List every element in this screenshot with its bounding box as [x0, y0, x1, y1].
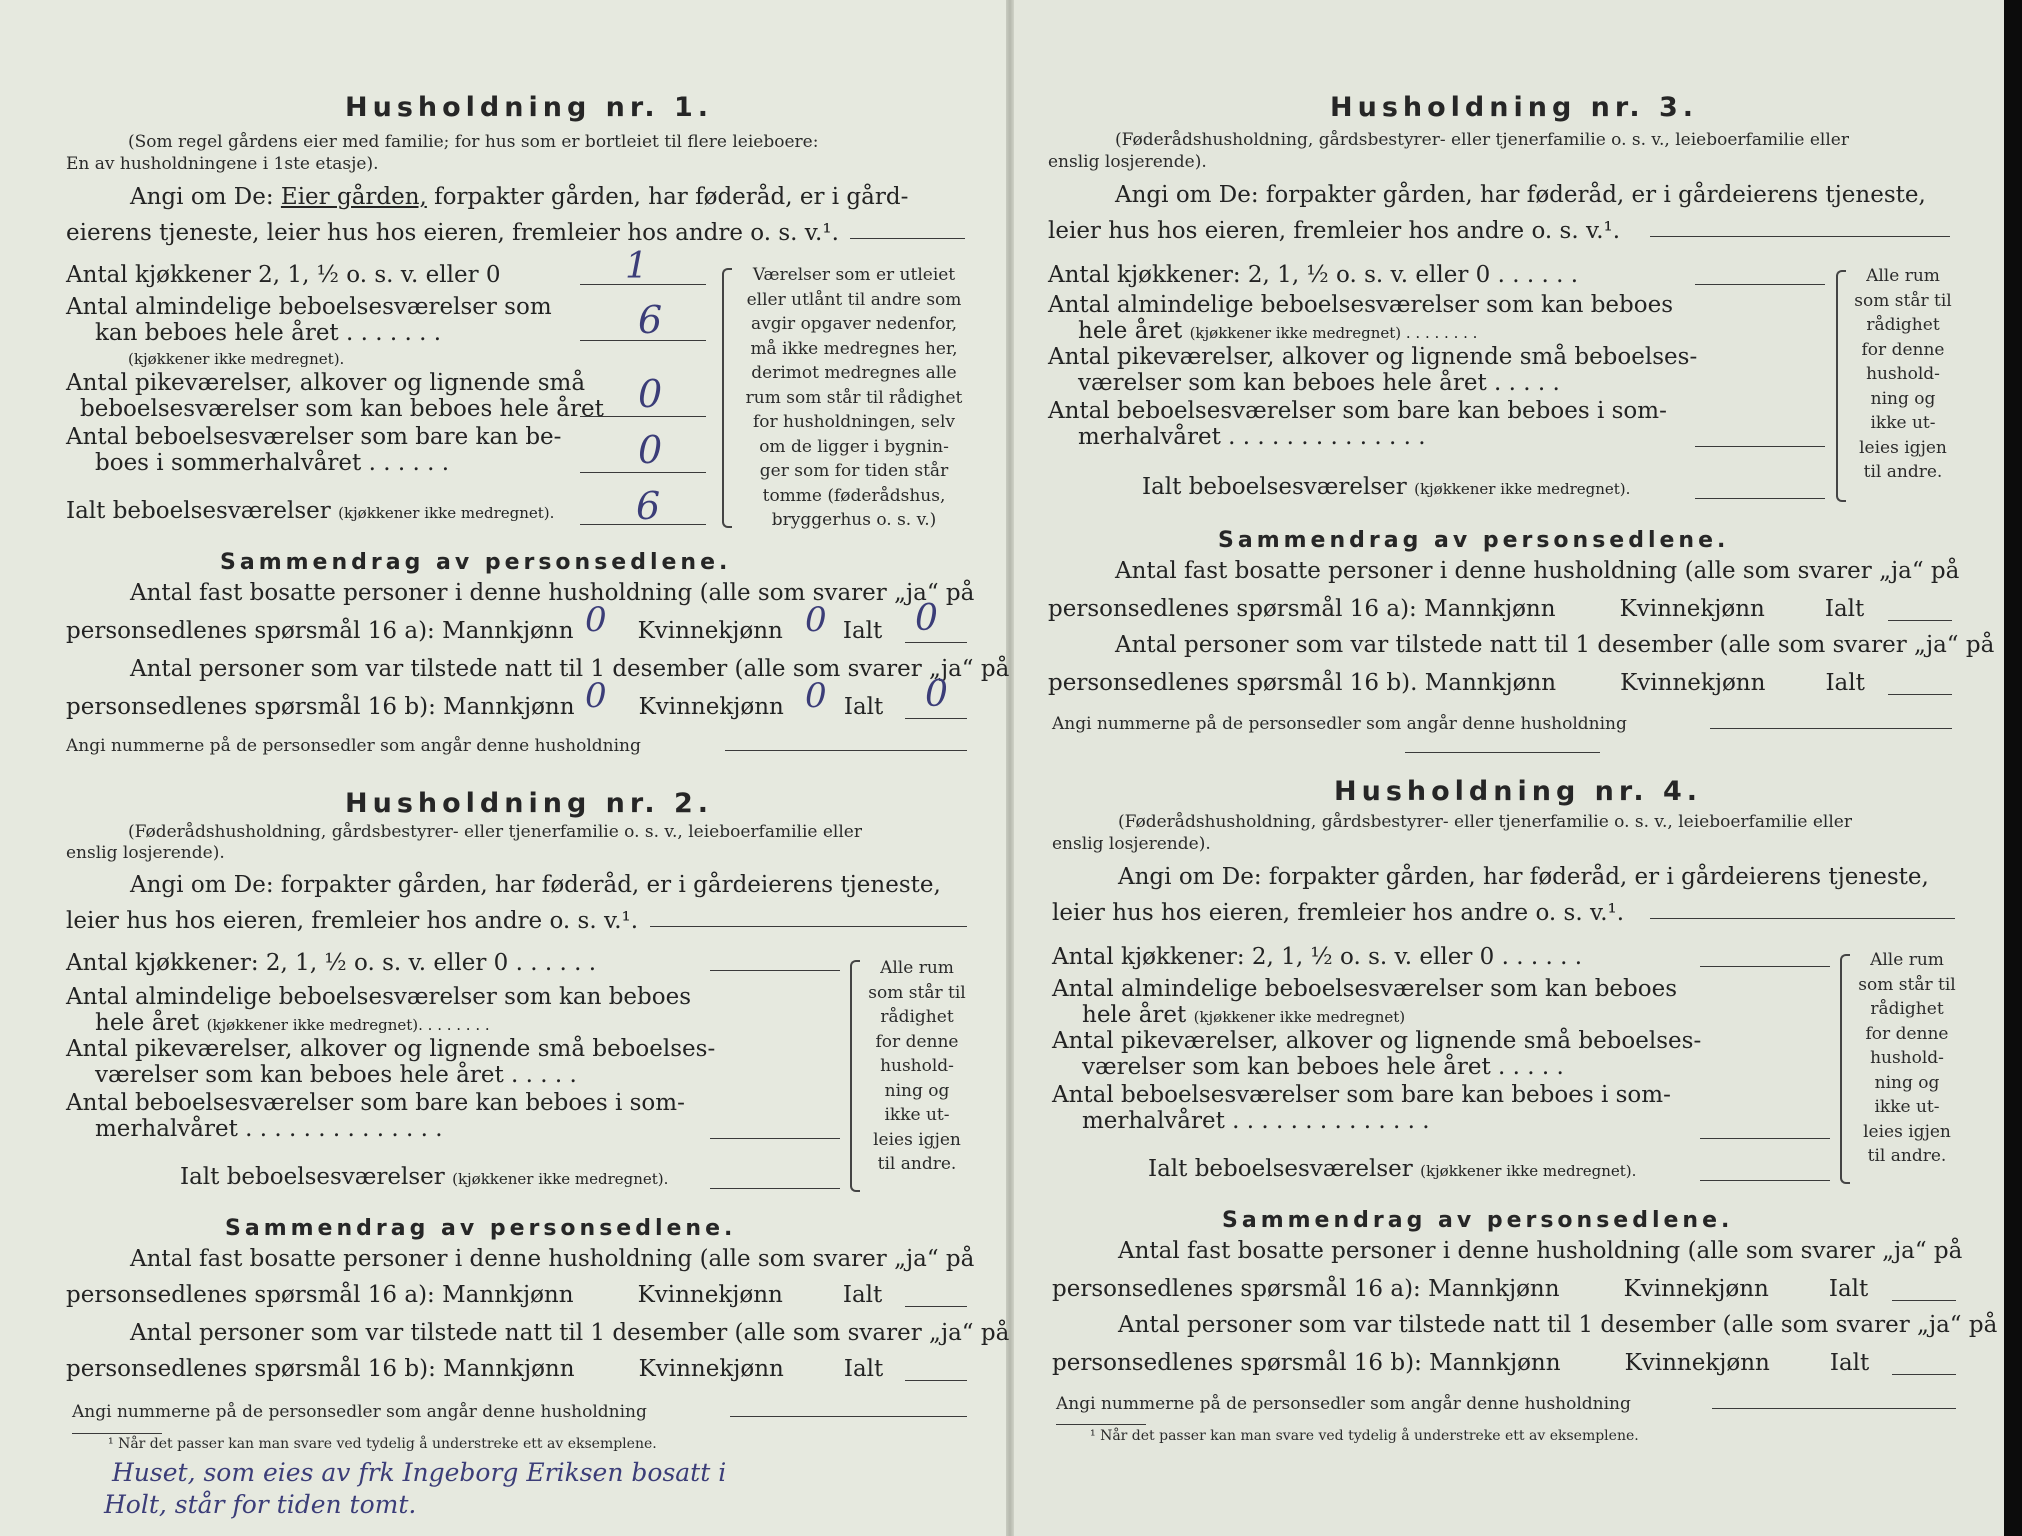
h1-rule-sommer — [580, 472, 706, 473]
h1-angi-rule — [850, 238, 965, 239]
h1-row-kjokken: Antal kjøkkener 2, 1, ½ o. s. v. eller 0 — [66, 262, 501, 288]
h1-hw-alm: 6 — [638, 298, 663, 342]
page-gutter — [1006, 0, 1014, 1536]
h4-rule-sommer — [1700, 1138, 1830, 1139]
h2-row-kjokken: Antal kjøkkener: 2, 1, ½ o. s. v. eller 0 . . . . . . — [66, 950, 597, 976]
h2-sammendrag-title: Sammendrag av personsedlene. — [225, 1216, 737, 1241]
h2-row-pike-a: Antal pikeværelser, alkover og lignende små beboelses- — [66, 1036, 716, 1062]
h3-angi-line2: leier hus hos eieren, fremleier hos andre o. s. v.¹. — [1048, 218, 1621, 244]
h1-hw-16a-ialt: 0 — [915, 598, 938, 639]
h3-s2-ialt-rule — [1888, 620, 1952, 621]
h1-nummerne-rule — [725, 750, 967, 751]
h4-s2-ialt-rule — [1892, 1300, 1956, 1301]
h1-title: Husholdning nr. 1. — [345, 92, 714, 123]
h1-hw-16b-mann: 0 — [585, 676, 607, 716]
h1-s4: personsedlenes spørsmål 16 b): Mannkjønn Kvinnekjønn Ialt — [66, 694, 884, 720]
h4-row-sommer-b: merhalvåret . . . . . . . . . . . . . . — [1082, 1108, 1430, 1134]
h1-row-alm-a: Antal almindelige beboelsesværelser som — [66, 294, 552, 320]
h1-row-sommer-a: Antal beboelsesværelser som bare kan be- — [66, 424, 562, 450]
h3-brace — [1836, 270, 1846, 502]
handwritten-note-line1: Huset, som eies av frk Ingeborg Eriksen bosatt i — [112, 1458, 727, 1487]
h1-angi-line1: Angi om De: Eier gården, forpakter gården, har føderåd, er i gård- — [130, 184, 909, 210]
h1-hw-pike: 0 — [638, 372, 663, 416]
h4-s3: Antal personer som var tilstede natt til 1 desember (alle som svarer „ja“ på — [1118, 1312, 1998, 1338]
h2-brace — [850, 960, 860, 1192]
h2-s4-ialt-rule — [905, 1380, 967, 1381]
h3-angi-line1: Angi om De: forpakter gården, har føderåd, er i gårdeierens tjeneste, — [1115, 182, 1926, 208]
h3-side-note: Alle rum som står til rådighet for denne hushold- ning og ikke ut- leies igjen til andre. — [1854, 266, 1952, 482]
h4-nummerne-rule — [1712, 1408, 1956, 1409]
h2-row-pike-b: værelser som kan beboes hele året . . . . . — [95, 1062, 577, 1088]
h2-nummerne-rule — [730, 1416, 967, 1417]
h1-nummerne: Angi nummerne på de personsedler som angår denne husholdning — [66, 736, 641, 756]
h2-angi-rule — [650, 926, 967, 927]
left-footnote-rule — [72, 1433, 162, 1434]
h1-hw-ialt: 6 — [636, 484, 661, 528]
h3-row-alm-b: hele året (kjøkkener ikke medregnet) . . . . . . . . — [1078, 318, 1478, 344]
h1-row-pike-b: beboelsesværelser som kan beboes hele året — [80, 396, 604, 422]
h3-s4-ialt-rule — [1888, 694, 1952, 695]
h3-s3: Antal personer som var tilstede natt til 1 desember (alle som svarer „ja“ på — [1115, 632, 1995, 658]
h2-row-sommer-a: Antal beboelsesværelser som bare kan beboes i som- — [66, 1090, 685, 1116]
h4-s4-ialt-rule — [1892, 1374, 1956, 1375]
h1-angi-line2: eierens tjeneste, leier hus hos eieren, fremleier hos andre o. s. v.¹. — [66, 220, 839, 246]
handwritten-note-line2: Holt, står for tiden tomt. — [104, 1490, 417, 1519]
h4-s2: personsedlenes spørsmål 16 a): Mannkjønn Kvinnekjønn Ialt — [1052, 1276, 1869, 1302]
h3-rule-ialt — [1695, 498, 1825, 499]
h4-row-kjokken: Antal kjøkkener: 2, 1, ½ o. s. v. eller 0 . . . . . . — [1052, 944, 1583, 970]
h1-note-line2: En av husholdningene i 1ste etasje). — [66, 154, 379, 174]
h2-note-line1: (Føderådshusholdning, gårdsbestyrer- eller tjenerfamilie o. s. v., leieboerfamilie eller — [128, 822, 862, 842]
h2-rule-ialt — [710, 1188, 840, 1189]
h2-s4: personsedlenes spørsmål 16 b): Mannkjønn Kvinnekjønn Ialt — [66, 1356, 884, 1382]
h1-brace — [722, 268, 732, 528]
h1-s4-ialt-rule — [905, 718, 967, 719]
scan-edge — [2004, 0, 2022, 1536]
h3-row-kjokken: Antal kjøkkener: 2, 1, ½ o. s. v. eller 0 . . . . . . — [1048, 262, 1579, 288]
h4-row-pike-b: værelser som kan beboes hele året . . . . . — [1082, 1054, 1564, 1080]
h2-rule-kjokken — [710, 970, 840, 971]
h2-rule-sommer — [710, 1138, 840, 1139]
h3-rule-sommer — [1695, 446, 1825, 447]
right-footnote-rule — [1056, 1424, 1146, 1425]
h1-row-alm-c: (kjøkkener ikke medregnet). — [128, 350, 345, 368]
h4-rule-kjokken — [1700, 966, 1830, 967]
h1-s1: Antal fast bosatte personer i denne husholdning (alle som svarer „ja“ på — [130, 580, 975, 606]
h1-s3: Antal personer som var tilstede natt til 1 desember (alle som svarer „ja“ på — [130, 656, 1010, 682]
h1-hw-16a-mann: 0 — [585, 600, 607, 640]
h4-rule-ialt — [1700, 1180, 1830, 1181]
h3-rule-kjokken — [1695, 284, 1825, 285]
h3-title: Husholdning nr. 3. — [1330, 92, 1699, 123]
h4-side-note: Alle rum som står til rådighet for denne hushold- ning og ikke ut- leies igjen til andre. — [1858, 950, 1956, 1166]
h1-row-pike-a: Antal pikeværelser, alkover og lignende små — [66, 370, 586, 396]
h2-s1: Antal fast bosatte personer i denne husholdning (alle som svarer „ja“ på — [130, 1246, 975, 1272]
h1-hw-16b-kvinne: 0 — [805, 676, 827, 716]
h1-s2-ialt-rule — [905, 642, 967, 643]
h3-row-sommer-a: Antal beboelsesværelser som bare kan beboes i som- — [1048, 398, 1667, 424]
h4-note-line2: enslig losjerende). — [1052, 834, 1211, 854]
h3-note-line2: enslig losjerende). — [1048, 152, 1207, 172]
h4-sammendrag-title: Sammendrag av personsedlene. — [1222, 1208, 1734, 1233]
h2-nummerne: Angi nummerne på de personsedler som angår denne husholdning — [72, 1402, 647, 1422]
h1-hw-16b-ialt: 0 — [925, 674, 948, 715]
h4-nummerne: Angi nummerne på de personsedler som angår denne husholdning — [1056, 1394, 1631, 1414]
h3-note-line1: (Føderådshusholdning, gårdsbestyrer- eller tjenerfamilie o. s. v., leieboerfamilie eller — [1115, 130, 1849, 150]
h4-row-pike-a: Antal pikeværelser, alkover og lignende små beboelses- — [1052, 1028, 1702, 1054]
h2-side-note: Alle rum som står til rådighet for denne hushold- ning og ikke ut- leies igjen til andre. — [868, 958, 966, 1174]
h3-row-pike-b: værelser som kan beboes hele året . . . . . — [1078, 370, 1560, 396]
h4-row-alm-b: hele året (kjøkkener ikke medregnet) — [1082, 1002, 1406, 1028]
section-divider — [1405, 752, 1600, 753]
h2-angi-line1: Angi om De: forpakter gården, har føderåd, er i gårdeierens tjeneste, — [130, 872, 941, 898]
h4-title: Husholdning nr. 4. — [1334, 776, 1703, 807]
h4-s4: personsedlenes spørsmål 16 b): Mannkjønn Kvinnekjønn Ialt — [1052, 1350, 1870, 1376]
h4-brace — [1840, 954, 1850, 1184]
h3-s2: personsedlenes spørsmål 16 a): Mannkjønn Kvinnekjønn Ialt — [1048, 596, 1865, 622]
h3-s1: Antal fast bosatte personer i denne husholdning (alle som svarer „ja“ på — [1115, 558, 1960, 584]
h2-row-ialt: Ialt beboelsesværelser (kjøkkener ikke medregnet). — [180, 1164, 669, 1190]
h1-hw-16a-kvinne: 0 — [805, 600, 827, 640]
h2-s2: personsedlenes spørsmål 16 a): Mannkjønn Kvinnekjønn Ialt — [66, 1282, 883, 1308]
h1-row-ialt: Ialt beboelsesværelser (kjøkkener ikke medregnet). — [66, 498, 555, 524]
h4-s1: Antal fast bosatte personer i denne husholdning (alle som svarer „ja“ på — [1118, 1238, 1963, 1264]
h3-nummerne-rule — [1710, 728, 1952, 729]
h3-row-ialt: Ialt beboelsesværelser (kjøkkener ikke medregnet). — [1142, 474, 1631, 500]
h2-s3: Antal personer som var tilstede natt til 1 desember (alle som svarer „ja“ på — [130, 1320, 1010, 1346]
h3-row-pike-a: Antal pikeværelser, alkover og lignende små beboelses- — [1048, 344, 1698, 370]
h1-eier-underlined: Eier gården, — [280, 184, 427, 210]
h3-row-alm-a: Antal almindelige beboelsesværelser som kan beboes — [1048, 292, 1674, 318]
h3-row-sommer-b: merhalvåret . . . . . . . . . . . . . . — [1078, 424, 1426, 450]
h1-s2: personsedlenes spørsmål 16 a): Mannkjønn Kvinnekjønn Ialt — [66, 618, 883, 644]
h2-row-alm-a: Antal almindelige beboelsesværelser som kan beboes — [66, 984, 692, 1010]
h4-row-alm-a: Antal almindelige beboelsesværelser som kan beboes — [1052, 976, 1678, 1002]
h2-note-line2: enslig losjerende). — [66, 843, 225, 863]
h4-angi-rule — [1650, 918, 1955, 919]
h1-sammendrag-title: Sammendrag av personsedlene. — [220, 550, 732, 575]
h4-angi-line1: Angi om De: forpakter gården, har føderåd, er i gårdeierens tjeneste, — [1118, 864, 1929, 890]
h1-hw-kjokken: 1 — [625, 246, 648, 287]
h4-angi-line2: leier hus hos eieren, fremleier hos andre o. s. v.¹. — [1052, 900, 1625, 926]
h2-s2-ialt-rule — [905, 1306, 967, 1307]
h3-angi-rule — [1650, 236, 1950, 237]
h1-rule-pike — [580, 416, 706, 417]
h2-angi-line2: leier hus hos eieren, fremleier hos andre o. s. v.¹. — [66, 908, 639, 934]
h3-s4: personsedlenes spørsmål 16 b). Mannkjønn Kvinnekjønn Ialt — [1048, 670, 1865, 696]
h4-note-line1: (Føderådshusholdning, gårdsbestyrer- eller tjenerfamilie o. s. v., leieboerfamilie eller — [1118, 812, 1852, 832]
h2-row-alm-b: hele året (kjøkkener ikke medregnet). . . . . . . . — [95, 1010, 490, 1036]
h4-row-ialt: Ialt beboelsesværelser (kjøkkener ikke medregnet). — [1148, 1156, 1637, 1182]
h1-side-note: Værelser som er utleiet eller utlånt til andre som avgir opgaver nedenfor, må ikke medregnes her, derimot medregnes alle rum som står til rådighet for husholdningen, selv om de ligger i bygnin- ger som for tiden står tomme (føderådshus, bryggerhus o. s. v.) — [745, 265, 963, 530]
h1-row-alm-b: kan beboes hele året . . . . . . . — [95, 320, 442, 346]
h1-hw-sommer: 0 — [638, 428, 663, 472]
h2-title: Husholdning nr. 2. — [345, 788, 714, 819]
h4-row-sommer-a: Antal beboelsesværelser som bare kan beboes i som- — [1052, 1082, 1671, 1108]
h1-note-line1: (Som regel gårdens eier med familie; for hus som er bortleiet til flere leieboere: — [128, 132, 819, 152]
h1-row-sommer-b: boes i sommerhalvåret . . . . . . — [95, 450, 450, 476]
right-footnote: ¹ Når det passer kan man svare ved tydelig å understreke ett av eksemplene. — [1090, 1428, 1639, 1444]
h3-sammendrag-title: Sammendrag av personsedlene. — [1218, 528, 1730, 553]
h2-row-sommer-b: merhalvåret . . . . . . . . . . . . . . — [95, 1116, 443, 1142]
left-footnote: ¹ Når det passer kan man svare ved tydelig å understreke ett av eksemplene. — [108, 1436, 657, 1452]
h3-nummerne: Angi nummerne på de personsedler som angår denne husholdning — [1052, 714, 1627, 734]
